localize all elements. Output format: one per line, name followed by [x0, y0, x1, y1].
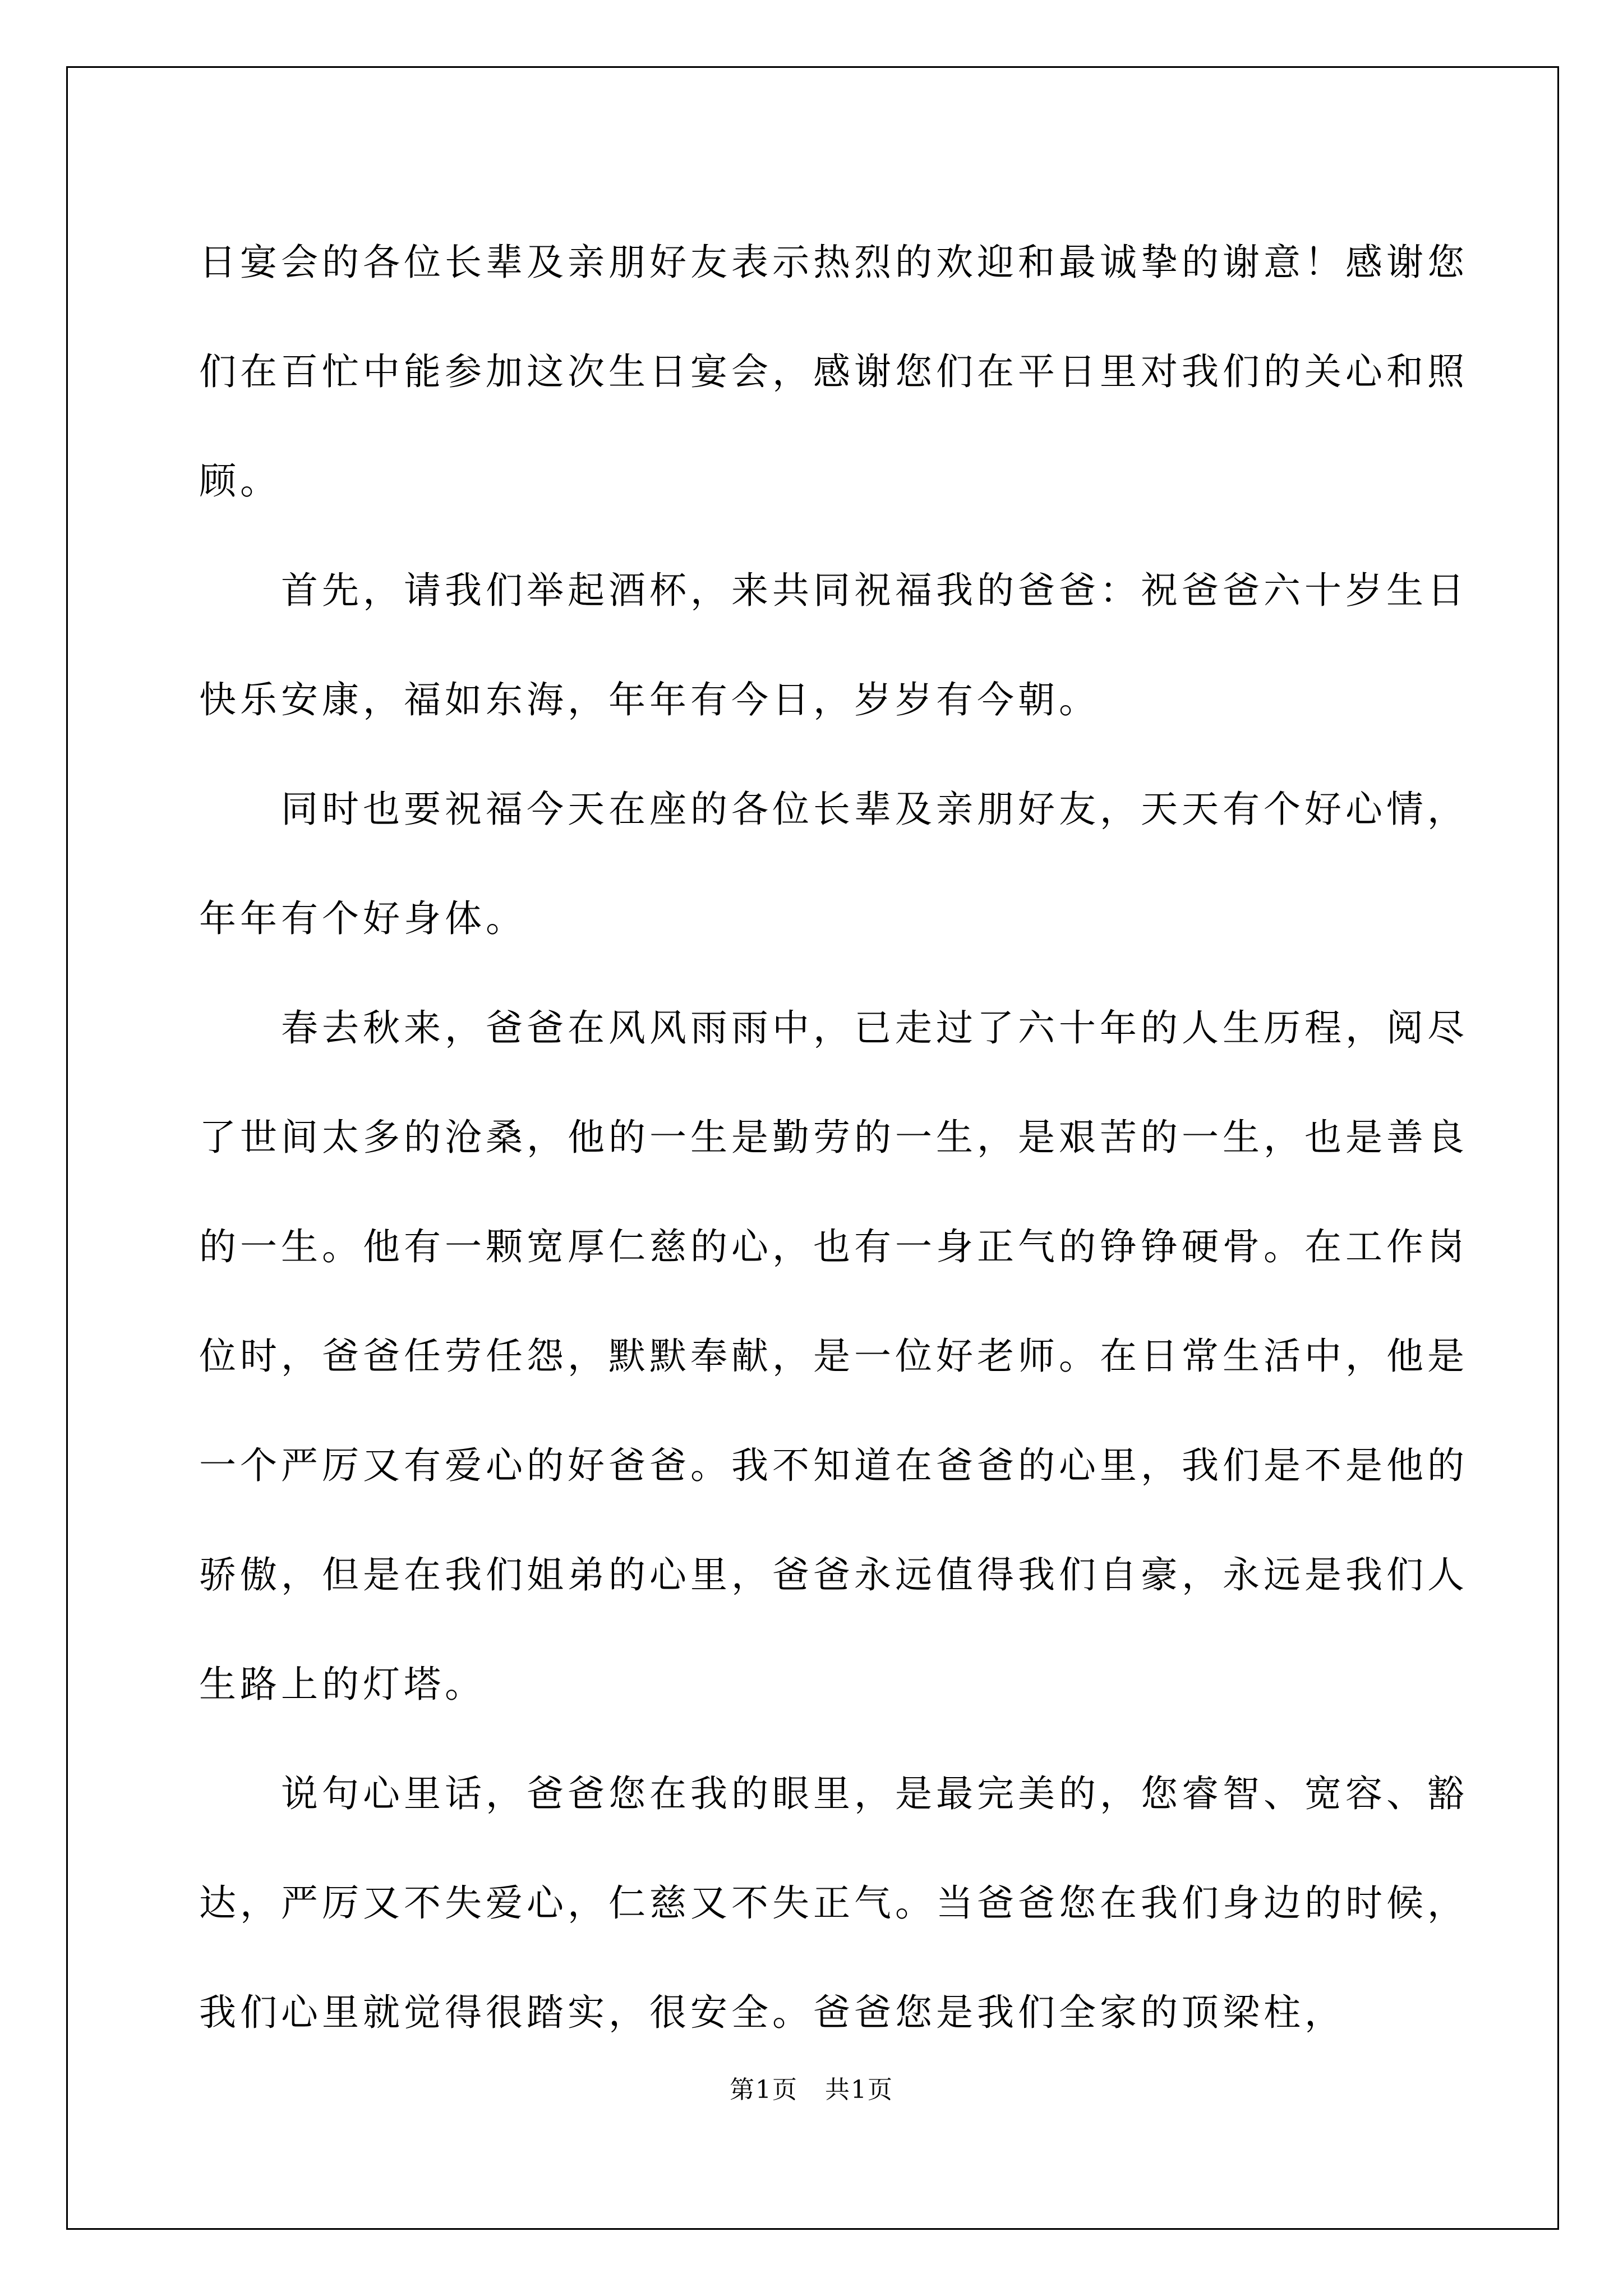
paragraph-4: 春去秋来，爸爸在风风雨雨中，已走过了六十年的人生历程，阅尽了世间太多的沧桑，他的一生是勤劳的一生，是艰苦的一生，也是善良的一生。他有一颗宽厚仁慈的心，也有一身正气的铮铮硬骨。在工作岗位时，爸爸任劳任怨，默默奉献，是一位好老师。在日常生活中，他是一个严厉又有爱心的好爸爸。我不知道在爸爸的心里，我们是不是他的骄傲，但是在我们姐弟的心里，爸爸永远值得我们自豪，永远是我们人生路上的灯塔。	[199, 1006, 1468, 1706]
paragraph-5: 说句心里话，爸爸您在我的眼里，是最完美的，您睿智、宽容、豁达，严厉又不失爱心，仁慈又不失正气。当爸爸您在我们身边的时候，我们心里就觉得很踏实，很安全。爸爸您是我们全家的顶梁柱，	[199, 1772, 1468, 2034]
page-number: 第1页	[730, 2076, 799, 2104]
page-footer	[0, 2074, 1623, 2106]
paragraph-2: 首先，请我们举起酒杯，来共同祝福我的爸爸：祝爸爸六十岁生日快乐安康，福如东海，年年有今日，岁岁有今朝。	[199, 569, 1468, 721]
paragraph-1: 日宴会的各位长辈及亲朋好友表示热烈的欢迎和最诚挚的谢意！感谢您们在百忙中能参加这次生日宴会，感谢您们在平日里对我们的关心和照顾。	[199, 241, 1468, 503]
page-total: 共1页	[824, 2076, 893, 2104]
paragraph-3: 同时也要祝福今天在座的各位长辈及亲朋好友，天天有个好心情，年年有个好身体。	[199, 788, 1468, 940]
document-body	[199, 208, 1483, 2067]
